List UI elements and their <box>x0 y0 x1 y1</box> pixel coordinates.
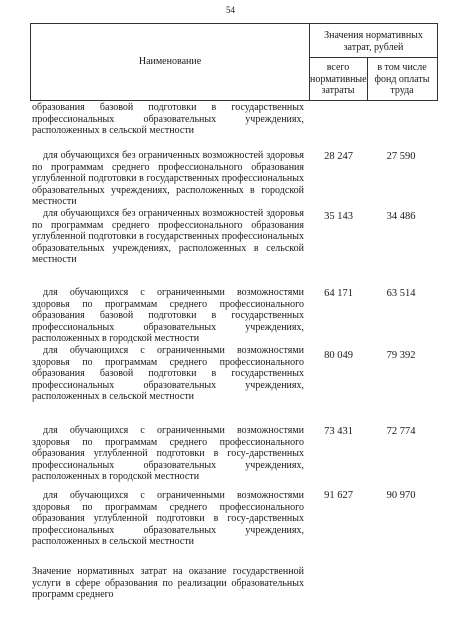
footer-text: Значение нормативных затрат на оказание государственной услуги в сфере образования по реализации образовательных программ среднего <box>32 566 304 600</box>
table-top-border <box>30 23 438 24</box>
row-5-wage: 72 774 <box>386 426 416 437</box>
row-2-description: для обучающихся без ограниченных возможностей здоровья по программам среднего профессионального образования углубленной подготовки в государственных профессиональных образовательных учреждениях, расположенных в сельской местности <box>32 208 304 265</box>
table-right-border <box>437 23 438 101</box>
row-3-total: 64 171 <box>324 288 353 299</box>
values-group-divider <box>309 57 438 58</box>
row-5-total: 73 431 <box>324 426 353 437</box>
row-1-description: для обучающихся без ограниченных возможностей здоровья по программам среднего профессионального образования углубленной подготовки в государственных профессиональных образовательных учреждениях, расположенных в городской местности <box>32 150 304 207</box>
row-3-description: для обучающихся с ограниченными возможностями здоровья по программам среднего профессионального образования базовой подготовки в государственных профессиональных образовательных учреждениях, расположенных в городской местности <box>32 287 304 344</box>
row-2-wage: 34 486 <box>386 211 416 222</box>
header-col-total: всего нормативные затраты <box>310 62 367 96</box>
row-5-description: для обучающихся с ограниченными возможностями здоровья по программам среднего профессионального образования углубленной подготовки в госу-дарственных профессиональных образовательных учреждениях, расположенных в городской местности <box>32 425 304 482</box>
row-2-total: 35 143 <box>324 211 353 222</box>
header-col-wage: в том числе фонд оплаты труда <box>374 62 430 96</box>
row-6-total: 91 627 <box>324 490 353 501</box>
row-6-wage: 90 970 <box>386 490 416 501</box>
header-name: Наименование <box>138 56 202 67</box>
row-4-wage: 79 392 <box>386 350 416 361</box>
row-6-description: для обучающихся с ограниченными возможностями здоровья по программам среднего профессионального образования углубленной подготовки в госу-дарственных профессиональных образовательных учреждениях, расположенных в сельской местности <box>32 490 304 547</box>
row-4-total: 80 049 <box>324 350 353 361</box>
row-4-description: для обучающихся с ограниченными возможностями здоровья по программам среднего профессионального образования базовой подготовки в государственных профессиональных образовательных учреждениях, расположенных в сельской местности <box>32 345 304 402</box>
table-header-bottom-border <box>30 100 438 101</box>
page-number: 54 <box>226 5 235 15</box>
continuation-text: образования базовой подготовки в государственных профессиональных образовательных учреждениях, расположенных в сельской местности <box>32 102 304 136</box>
row-1-wage: 27 590 <box>386 151 416 162</box>
row-3-wage: 63 514 <box>386 288 416 299</box>
row-1-total: 28 247 <box>324 151 353 162</box>
header-values-group: Значения нормативных затрат, рублей <box>324 30 423 53</box>
